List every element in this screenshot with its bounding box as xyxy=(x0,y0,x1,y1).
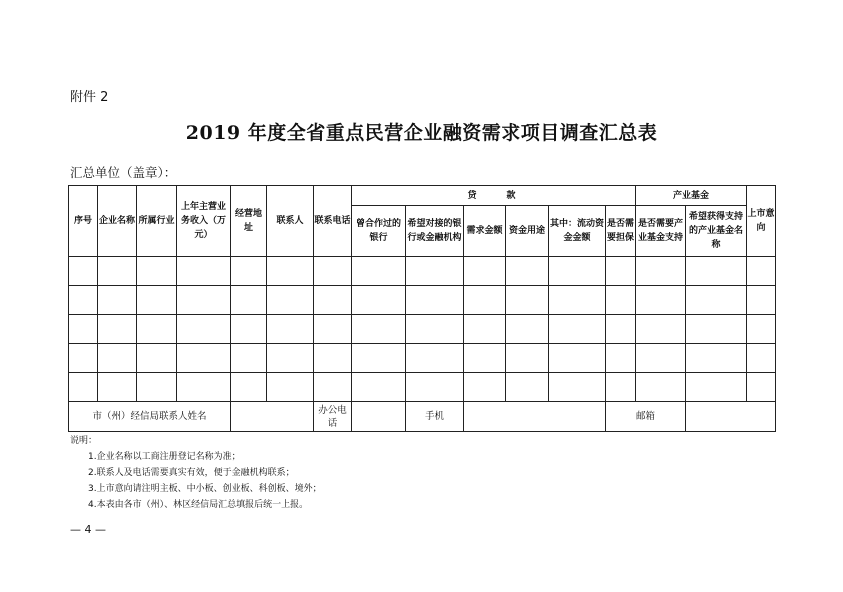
table-cell[interactable] xyxy=(231,344,267,373)
table-cell[interactable] xyxy=(636,344,686,373)
footer-email-input[interactable] xyxy=(686,402,776,432)
table-cell[interactable] xyxy=(464,344,506,373)
table-cell[interactable] xyxy=(606,257,636,286)
table-cell[interactable] xyxy=(69,286,98,315)
table-cell[interactable] xyxy=(506,373,549,402)
table-cell[interactable] xyxy=(549,344,606,373)
table-cell[interactable] xyxy=(747,344,776,373)
table-cell[interactable] xyxy=(352,373,406,402)
footer-office-phone-input[interactable] xyxy=(352,402,406,432)
table-cell[interactable] xyxy=(69,344,98,373)
table-cell[interactable] xyxy=(231,315,267,344)
table-cell[interactable] xyxy=(177,315,231,344)
table-cell[interactable] xyxy=(549,315,606,344)
header-industry: 所属行业 xyxy=(137,186,177,257)
table-cell[interactable] xyxy=(686,373,747,402)
table-cell[interactable] xyxy=(606,373,636,402)
table-cell[interactable] xyxy=(506,286,549,315)
header-contact: 联系人 xyxy=(267,186,314,257)
table-cell[interactable] xyxy=(352,315,406,344)
table-cell[interactable] xyxy=(636,373,686,402)
header-seq: 序号 xyxy=(69,186,98,257)
header-demand-amount: 需求金额 xyxy=(464,206,506,257)
table-cell[interactable] xyxy=(686,257,747,286)
footer-office-phone: 办公电话 xyxy=(314,402,352,432)
header-revenue: 上年主营业务收入（万元） xyxy=(177,186,231,257)
table-cell[interactable] xyxy=(137,315,177,344)
table-cell[interactable] xyxy=(464,315,506,344)
notes xyxy=(70,433,322,513)
table-cell[interactable] xyxy=(747,373,776,402)
table-cell[interactable] xyxy=(606,286,636,315)
unit-label: 汇总单位（盖章）： xyxy=(70,165,177,180)
page-number: — 4 — xyxy=(70,523,106,536)
table-cell[interactable] xyxy=(231,373,267,402)
table-cell[interactable] xyxy=(406,286,464,315)
table-cell[interactable] xyxy=(98,286,137,315)
table-cell[interactable] xyxy=(686,315,747,344)
table-row xyxy=(69,286,776,315)
table-cell[interactable] xyxy=(352,286,406,315)
header-bank: 曾合作过的银行 xyxy=(352,206,406,257)
table-cell[interactable] xyxy=(98,315,137,344)
table-cell[interactable] xyxy=(314,286,352,315)
table-cell[interactable] xyxy=(636,257,686,286)
table-row xyxy=(69,315,776,344)
table-cell[interactable] xyxy=(747,286,776,315)
table-cell[interactable] xyxy=(636,315,686,344)
header-phone: 联系电话 xyxy=(314,186,352,257)
table-cell[interactable] xyxy=(69,315,98,344)
attachment-label: 附件 2 xyxy=(70,90,109,105)
header-company-name: 企业名称 xyxy=(98,186,137,257)
table-row xyxy=(69,373,776,402)
table-cell[interactable] xyxy=(231,257,267,286)
table-cell[interactable] xyxy=(606,344,636,373)
footer-email: 邮箱 xyxy=(606,402,686,432)
table-cell[interactable] xyxy=(137,286,177,315)
page-title: 2019 年度全省重点民营企业融资需求项目调查汇总表 xyxy=(185,122,658,144)
table-cell[interactable] xyxy=(636,286,686,315)
table-cell[interactable] xyxy=(464,286,506,315)
table-cell[interactable] xyxy=(267,257,314,286)
table-cell[interactable] xyxy=(314,373,352,402)
table-cell[interactable] xyxy=(69,373,98,402)
table-row xyxy=(69,344,776,373)
table-cell[interactable] xyxy=(98,257,137,286)
table-cell[interactable] xyxy=(549,373,606,402)
table-cell[interactable] xyxy=(267,315,314,344)
table-cell[interactable] xyxy=(137,257,177,286)
survey-table xyxy=(68,185,776,432)
table-cell[interactable] xyxy=(352,344,406,373)
table-cell[interactable] xyxy=(549,257,606,286)
header-working-capital: 其中：流动资金金额 xyxy=(549,206,606,257)
table-cell[interactable] xyxy=(177,257,231,286)
footer-mobile: 手机 xyxy=(406,402,464,432)
table-cell[interactable] xyxy=(406,344,464,373)
header-guarantee: 是否需要担保 xyxy=(606,206,636,257)
table-cell[interactable] xyxy=(549,286,606,315)
table-cell[interactable] xyxy=(137,344,177,373)
table-cell[interactable] xyxy=(464,373,506,402)
table-cell[interactable] xyxy=(747,257,776,286)
footer-bureau-contact: 市（州）经信局联系人姓名 xyxy=(69,402,231,432)
table-cell[interactable] xyxy=(464,257,506,286)
header-fund-name: 希望获得支持的产业基金名称 xyxy=(686,206,747,257)
table-cell[interactable] xyxy=(98,373,137,402)
table-row xyxy=(69,257,776,286)
table-cell[interactable] xyxy=(231,286,267,315)
header-fund-group: 产业基金 xyxy=(636,186,747,206)
table-cell[interactable] xyxy=(267,373,314,402)
table-cell[interactable] xyxy=(686,344,747,373)
table-cell[interactable] xyxy=(686,286,747,315)
note-item: 1.企业名称以工商注册登记名称为准； xyxy=(88,452,241,462)
table-cell[interactable] xyxy=(506,344,549,373)
note-item: 3.上市意向请注明主板、中小板、创业板、科创板、境外； xyxy=(88,484,322,494)
header-target-institution: 希望对接的银行或金融机构 xyxy=(406,206,464,257)
table-cell[interactable] xyxy=(177,344,231,373)
table-cell[interactable] xyxy=(98,344,137,373)
notes-heading: 说明： xyxy=(70,436,98,446)
table-cell[interactable] xyxy=(506,315,549,344)
table-cell[interactable] xyxy=(406,315,464,344)
header-fund-use: 资金用途 xyxy=(506,206,549,257)
header-address: 经营地址 xyxy=(231,186,267,257)
table-cell[interactable] xyxy=(267,344,314,373)
table-cell[interactable] xyxy=(314,344,352,373)
table-cell[interactable] xyxy=(747,315,776,344)
table-cell[interactable] xyxy=(352,257,406,286)
table-cell[interactable] xyxy=(314,257,352,286)
table-cell[interactable] xyxy=(267,286,314,315)
note-item: 2.联系人及电话需要真实有效，便于金融机构联系； xyxy=(88,468,295,478)
table-cell[interactable] xyxy=(69,257,98,286)
table-cell[interactable] xyxy=(406,373,464,402)
header-listing: 上市意向 xyxy=(747,186,776,257)
table-cell[interactable] xyxy=(177,286,231,315)
table-cell[interactable] xyxy=(314,315,352,344)
footer-mobile-input[interactable] xyxy=(464,402,606,432)
header-loan-group: 贷 款 xyxy=(352,186,636,206)
table-cell[interactable] xyxy=(177,373,231,402)
table-cell[interactable] xyxy=(406,257,464,286)
header-need-fund: 是否需要产业基金支持 xyxy=(636,206,686,257)
table-cell[interactable] xyxy=(137,373,177,402)
table-cell[interactable] xyxy=(506,257,549,286)
note-item: 4.本表由各市（州）、林区经信局汇总填报后统一上报。 xyxy=(88,500,309,510)
table-cell[interactable] xyxy=(606,315,636,344)
footer-bureau-contact-input[interactable] xyxy=(231,402,314,432)
